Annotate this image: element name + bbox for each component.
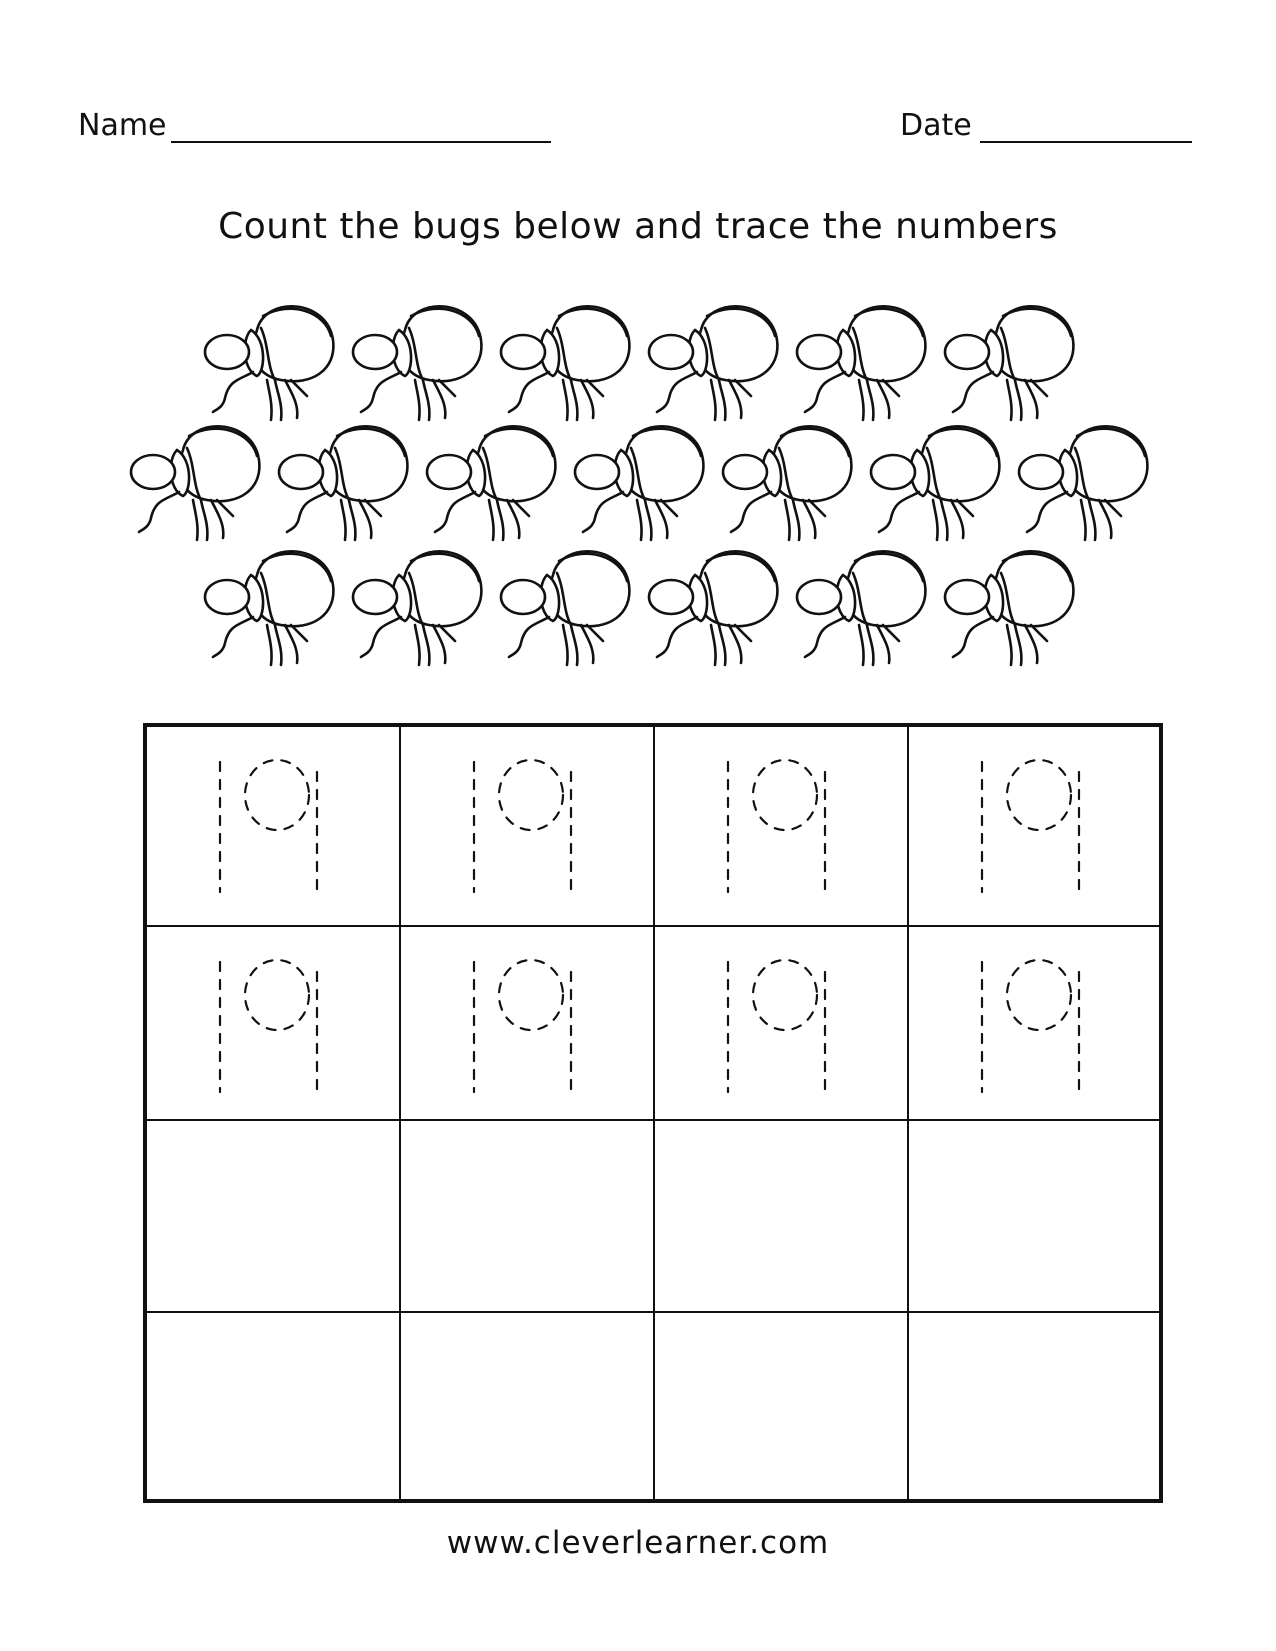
blank-cell[interactable]: [655, 1121, 909, 1313]
instruction-text: Count the bugs below and trace the numbers: [218, 206, 1058, 247]
bug-icon: [353, 306, 481, 420]
dotted-number-19: [147, 927, 401, 1121]
dotted-number-19: [655, 727, 909, 927]
bug-icon: [945, 306, 1073, 420]
dotted-number-19: [909, 727, 1159, 927]
trace-cell[interactable]: [147, 727, 401, 927]
bug-icon: [205, 551, 333, 665]
bug-icon: [649, 551, 777, 665]
bug-icon: [205, 306, 333, 420]
bug-illustrations: [0, 0, 1276, 700]
bug-icon: [871, 426, 999, 540]
blank-cell[interactable]: [655, 1313, 909, 1499]
dotted-number-19: [401, 927, 655, 1121]
trace-cell[interactable]: [655, 727, 909, 927]
bug-icon: [131, 426, 259, 540]
trace-cell[interactable]: [401, 727, 655, 927]
bug-icon: [501, 551, 629, 665]
bug-icon: [723, 426, 851, 540]
bug-icon: [1019, 426, 1147, 540]
dotted-number-19: [655, 927, 909, 1121]
bug-icon: [279, 426, 407, 540]
blank-cell[interactable]: [401, 1121, 655, 1313]
blank-cell[interactable]: [909, 1121, 1159, 1313]
bug-icon: [945, 551, 1073, 665]
dotted-number-19: [401, 727, 655, 927]
bug-icon: [649, 306, 777, 420]
bug-icon: [797, 306, 925, 420]
dotted-number-19: [909, 927, 1159, 1121]
trace-cell[interactable]: [147, 927, 401, 1121]
bug-icon: [797, 551, 925, 665]
trace-cell[interactable]: [909, 927, 1159, 1121]
bug-icon: [427, 426, 555, 540]
bug-icon: [353, 551, 481, 665]
tracing-grid: [143, 723, 1163, 1503]
footer-url: www.cleverlearner.com: [446, 1525, 830, 1561]
trace-cell[interactable]: [909, 727, 1159, 927]
bug-icon: [501, 306, 629, 420]
dotted-number-19: [147, 727, 401, 927]
blank-cell[interactable]: [401, 1313, 655, 1499]
date-label: Date: [900, 108, 972, 143]
trace-cell[interactable]: [401, 927, 655, 1121]
blank-cell[interactable]: [147, 1313, 401, 1499]
blank-cell[interactable]: [147, 1121, 401, 1313]
bug-icon: [575, 426, 703, 540]
blank-cell[interactable]: [909, 1313, 1159, 1499]
name-label: Name: [78, 108, 167, 143]
trace-cell[interactable]: [655, 927, 909, 1121]
